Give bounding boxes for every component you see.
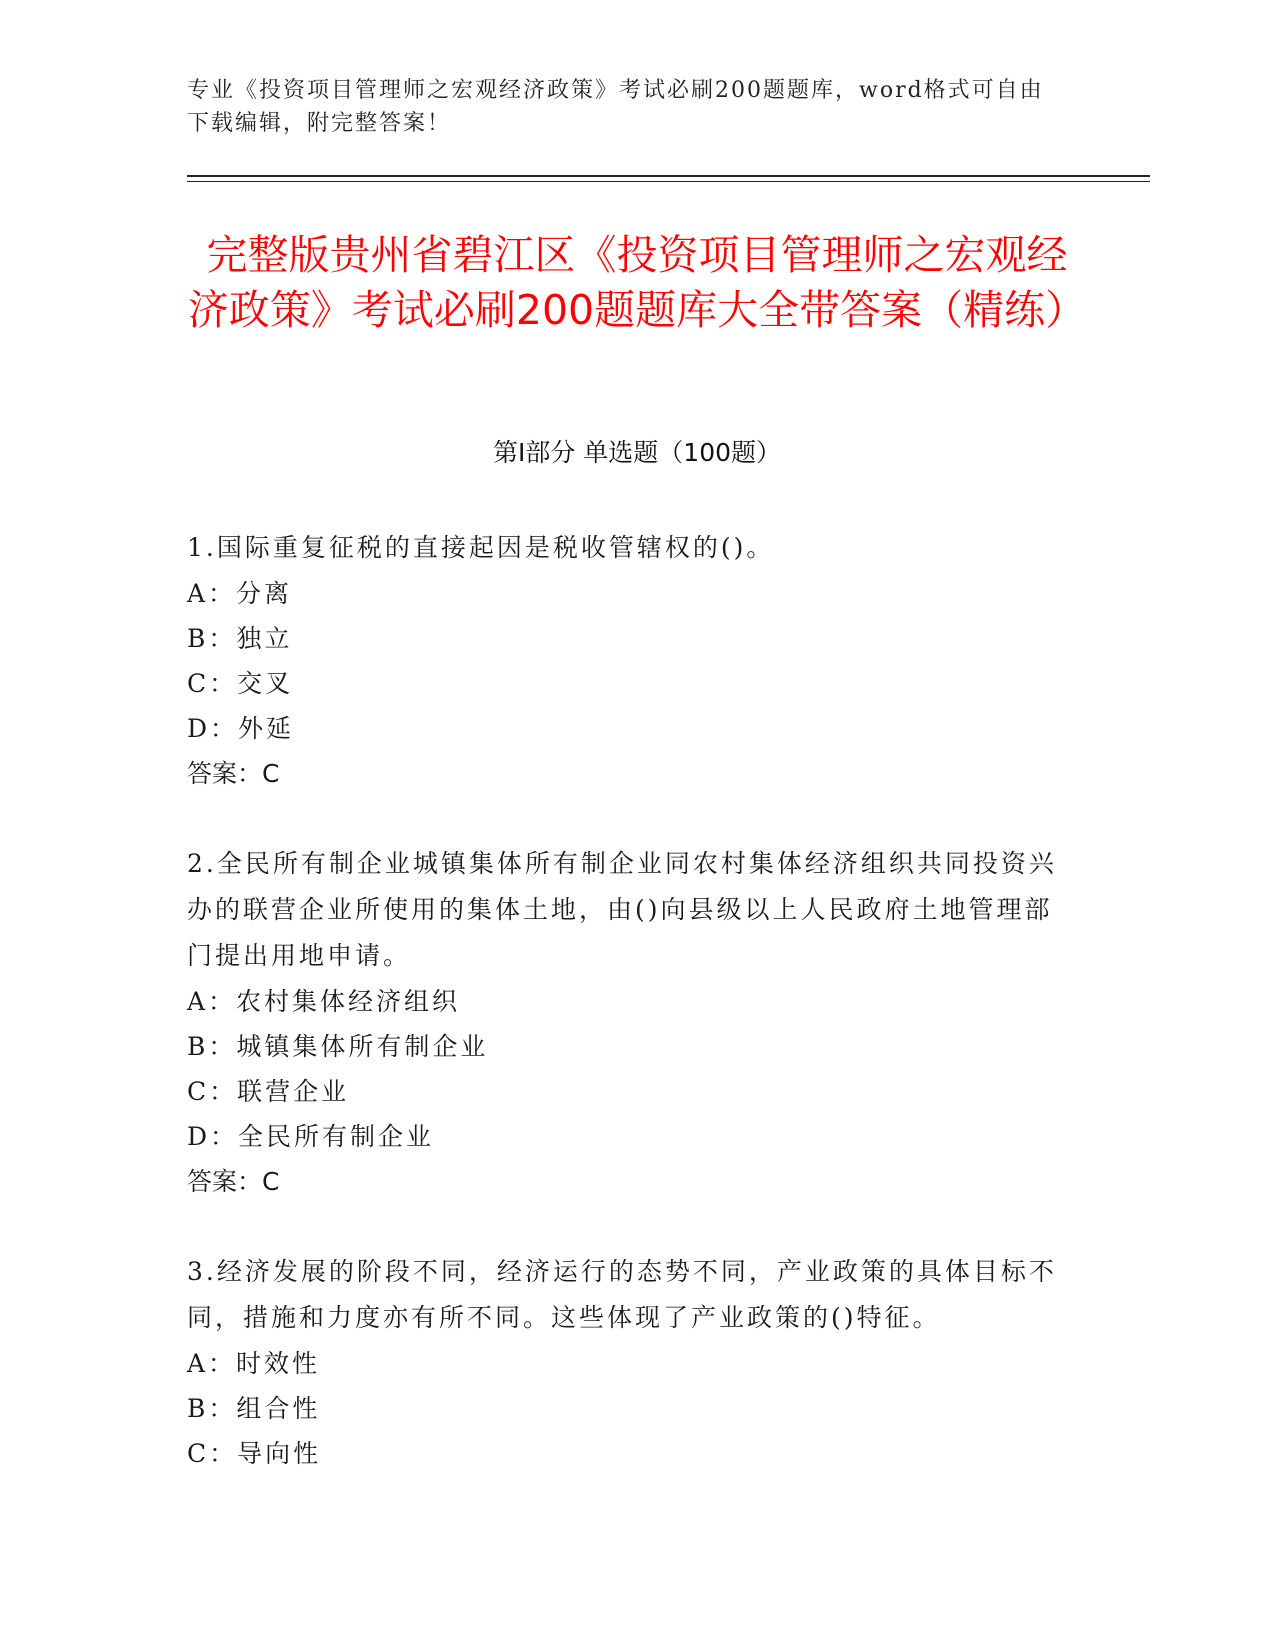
answer: 答案：C [187, 1167, 280, 1196]
document-title: 完整版贵州省碧江区《投资项目管理师之宏观经济政策》考试必刷200题题库大全带答案（精练） [187, 231, 1087, 334]
header-divider-thin [187, 181, 1150, 182]
header-divider-thick [187, 175, 1150, 177]
question-list [187, 525, 1057, 1520]
option-a: A：分离 [187, 579, 293, 608]
option-c: C：联营企业 [187, 1077, 350, 1106]
option-a: A：时效性 [187, 1349, 321, 1378]
question-stem: 3.经济发展的阶段不同，经济运行的态势不同，产业政策的具体目标不同，措施和力度亦有所不同。这些体现了产业政策的()特征。 [187, 1257, 1057, 1332]
header-note: 专业《投资项目管理师之宏观经济政策》考试必刷200题题库，word格式可自由下载编辑，附完整答案！ [187, 78, 1044, 136]
option-a: A：农村集体经济组织 [187, 987, 461, 1016]
question-3 [187, 1249, 1057, 1476]
option-d: D：外延 [187, 714, 295, 743]
option-b: B：组合性 [187, 1394, 321, 1423]
answer: 答案：C [187, 759, 280, 788]
option-c: C：交叉 [187, 669, 294, 698]
question-stem: 2.全民所有制企业城镇集体所有制企业同农村集体经济组织共同投资兴办的联营企业所使用的集体土地，由()向县级以上人民政府土地管理部门提出用地申请。 [187, 849, 1057, 970]
question-1 [187, 525, 1057, 797]
option-b: B：城镇集体所有制企业 [187, 1032, 489, 1061]
question-2 [187, 841, 1057, 1205]
option-d: D：全民所有制企业 [187, 1122, 435, 1151]
question-stem: 1.国际重复征税的直接起因是税收管辖权的()。 [187, 533, 775, 562]
option-c: C：导向性 [187, 1439, 322, 1468]
section-title: 第Ⅰ部分 单选题（100题） [492, 438, 782, 467]
option-b: B：独立 [187, 624, 293, 653]
